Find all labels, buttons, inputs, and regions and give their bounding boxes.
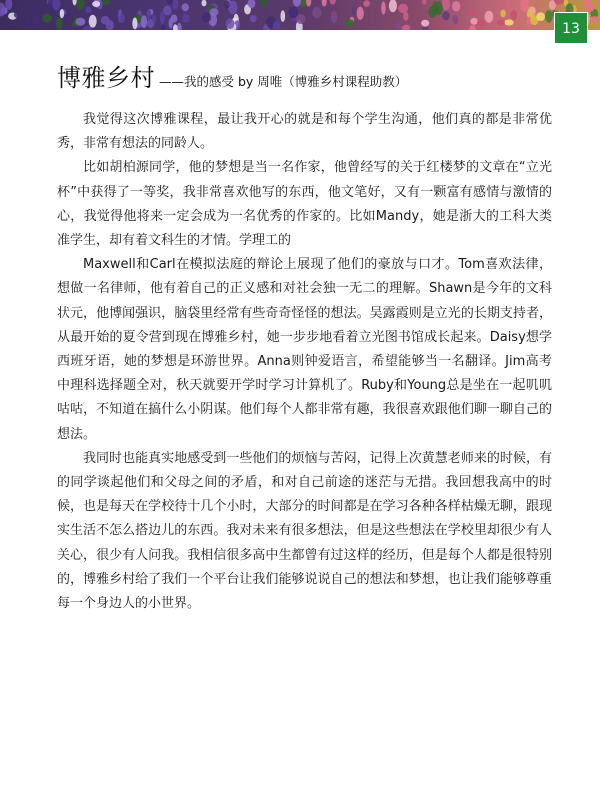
flower-blossom <box>345 19 354 27</box>
flower-blossom <box>30 3 37 13</box>
tulip-field-image <box>0 0 600 30</box>
article-body <box>57 108 552 616</box>
flower-blossom <box>160 11 165 25</box>
flower-blossom <box>586 4 595 12</box>
flower-blossom <box>209 8 218 16</box>
article-title <box>57 58 577 93</box>
flower-blossom <box>25 18 30 28</box>
flower-blossom <box>89 15 97 28</box>
flower-blossom <box>224 1 230 9</box>
flower-blossom <box>14 12 21 18</box>
title-main: 博雅乡村 <box>57 64 155 92</box>
page-number-badge <box>554 12 588 44</box>
flower-blossom <box>504 19 513 25</box>
flower-blossom <box>312 7 321 18</box>
flower-blossom <box>357 7 364 20</box>
page-number: 13 <box>562 21 580 37</box>
flower-blossom <box>141 15 147 28</box>
flower-blossom <box>170 15 177 23</box>
flower-blossom <box>452 1 460 11</box>
flower-blossom <box>497 19 505 25</box>
flower-blossom <box>296 14 305 24</box>
flower-blossom <box>453 15 458 25</box>
flower-blossom <box>202 12 211 23</box>
flower-blossom <box>146 9 151 20</box>
flower-blossom <box>76 18 86 26</box>
header-flower-banner <box>0 0 600 30</box>
flower-blossom <box>432 1 439 15</box>
flower-blossom <box>363 0 370 7</box>
paragraph: 我觉得这次博雅课程，最让我开心的就是和每个学生沟通，他们真的都是非常优秀，非常有想法的同龄人。 <box>57 112 552 152</box>
flower-blossom <box>590 16 598 23</box>
title-subtitle: ——我的感受 by 周唯（博雅乡村课程助教） <box>159 74 408 89</box>
flower-blossom <box>289 6 299 18</box>
flower-blossom <box>33 16 40 29</box>
flower-blossom <box>352 6 357 16</box>
flower-blossom <box>421 20 429 27</box>
paragraph: 我同时也能真实地感受到一些他们的烦恼与苦闷，记得上次黄慧老师来的时候，有的同学谈起他们和父母之间的矛盾，和对自己前途的迷茫与无措。我回想我高中的时候，也是每天在学校待十几个小时，大部分的时间都是在学习各种各样枯燥无聊，跟现实生活不怎么搭边儿的东西。我对未来有很多想法，但是这些想法在学校里却很少有人关心，很少有人问我。我相信很多高中生都曾有过这样的经历，但是每个人都是很特别的，博雅乡村给了我们一个平台让我们能够说说自己的想法和梦想，也让我们能够尊重每一个身边人的小世界。 <box>57 450 552 612</box>
flower-blossom <box>202 0 207 6</box>
flower-blossom <box>500 10 506 18</box>
flower-blossom <box>226 18 235 29</box>
flower-blossom <box>470 18 478 25</box>
flower-blossom <box>60 9 64 18</box>
paragraph: 比如胡柏源同学，他的梦想是当一名作家，他曾经写的关于红楼梦的文章在“立光杯”中获得了一等奖，我非常喜欢他写的东西，他文笔好，又有一颗富有感情与激情的心，我觉得他将来一定会成为一名优秀的作家的。比如Mandy，她是浙大的工科大类准学生，却有着文科生的才情。学理工的 <box>57 160 552 249</box>
flower-blossom <box>85 6 91 13</box>
flower-blossom <box>331 11 337 24</box>
flower-blossom <box>381 2 385 15</box>
flower-blossom <box>545 10 553 23</box>
paragraph: Maxwell和Carl在模拟法庭的辩论上展现了他们的豪放与口才。Tom喜欢法律，想做一名律师，他有着自己的正义感和对社会独一无二的理解。Shawn是今年的文科状元，他博闻强识，脑袋里经常有些奇奇怪怪的想法。吴露霞则是立光的长期支持者，从最开始的夏令营到现在博雅乡村，她一步步地看着立光图书馆成长起来。Daisy想学西班牙语，她的梦想是环游世界。Anna则钟爱语言，希望能够当一名翻译。Jim高考中理科选择题全对，秋天就要开学时学习计算机了。Ruby和Young总是坐在一起叽叽咕咕，不知道在搞什么小阴谋。他们每个人都非常有趣，我很喜欢跟他们聊一聊自己的想法。 <box>57 257 552 442</box>
flower-blossom <box>530 7 535 13</box>
flower-blossom <box>442 11 450 20</box>
flower-blossom <box>281 10 286 22</box>
flower-blossom <box>477 20 485 27</box>
flower-blossom <box>56 17 62 30</box>
flower-blossom <box>92 1 100 7</box>
flower-blossom <box>182 14 190 23</box>
flower-blossom <box>467 10 476 17</box>
flower-blossom <box>132 18 137 30</box>
flower-blossom <box>106 20 114 30</box>
flower-blossom <box>182 3 189 11</box>
flower-blossom <box>536 12 545 21</box>
flower-blossom <box>119 14 125 23</box>
flower-blossom <box>152 15 156 23</box>
flower-blossom <box>42 14 52 23</box>
flower-blossom <box>403 12 408 21</box>
flower-blossom <box>511 10 518 21</box>
flower-blossom <box>228 1 238 15</box>
flower-blossom <box>250 15 257 22</box>
flower-blossom <box>485 11 494 23</box>
flower-blossom <box>398 4 408 14</box>
